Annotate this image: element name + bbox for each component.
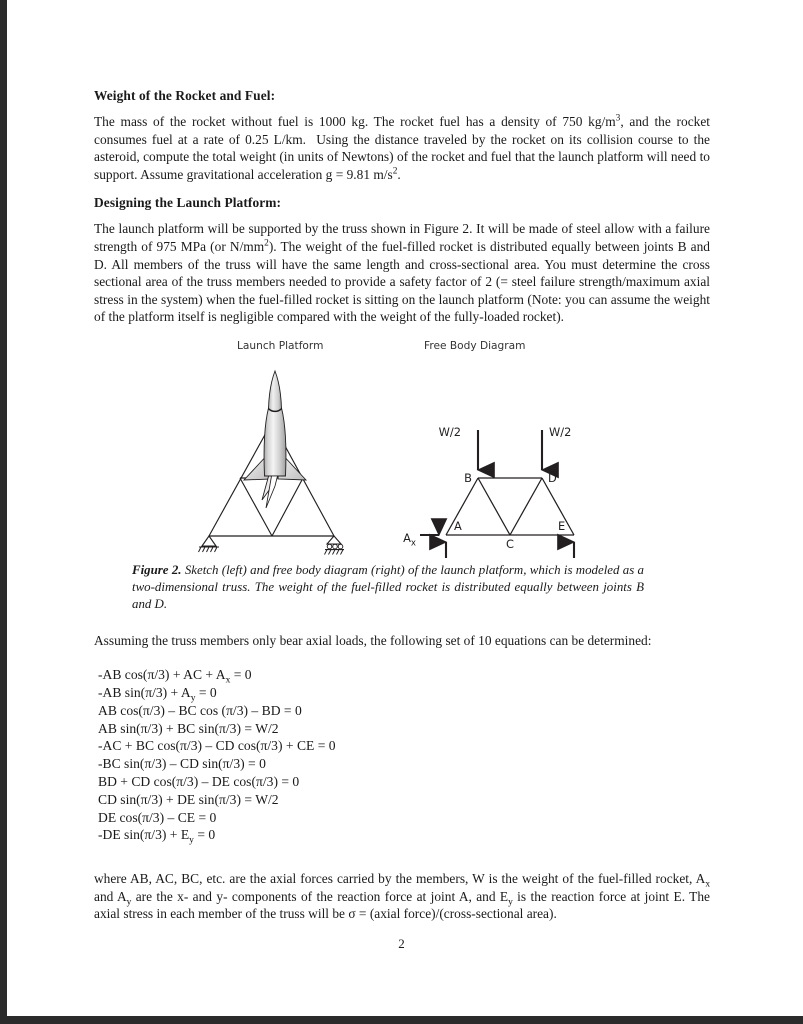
figure-canvas: [94, 360, 710, 558]
figure-caption: Figure 2. Sketch (left) and free body diagram (right) of the launch platform, which is modeled as a two-dimensional truss. The weight of the fuel-filled rocket is distributed equally between joints B and D.: [132, 562, 644, 612]
label-joint-e: E: [558, 518, 566, 533]
equations-intro: Assuming the truss members only bear axial loads, the following set of 10 equations can be determined:: [94, 632, 652, 648]
equation-line: -AB $\sin(\pi/3) + A_y = 0$: [98, 684, 217, 704]
label-load-left: W/2: [438, 424, 461, 439]
figure-titles: [94, 340, 710, 360]
section-heading-designing: Designing the Launch Platform:: [94, 195, 282, 211]
figure-2: [94, 340, 710, 614]
equations-list: [98, 666, 710, 847]
figure-svg: [94, 360, 710, 558]
equation-line: CD sin(π/3) + DE sin(π/3) = W/2: [98, 791, 279, 807]
equation-line: BD + CD cos(π/3) – DE cos(π/3) = 0: [98, 773, 300, 789]
section-heading-weight: Weight of the Rocket and Fuel:: [94, 88, 276, 103]
launch-platform-sketch: [199, 371, 345, 555]
label-joint-c: C: [506, 536, 514, 551]
figure-title-free-body-diagram: Free Body Diagram: [424, 339, 526, 352]
paragraph-closing: where AB, AC, BC, etc. are the axial forces carried by the members, W is the weight of the fuel-filled rocket, $A_x$ and $A_y$ are the x- and y- components of the reaction force at joint A, and $E_y$ is the reaction force at joint E. The axial stress in each member of the truss will be σ = (axial force)/(cross-sectional area).: [94, 871, 710, 922]
fbd-labels: [403, 425, 593, 558]
equation-line: DE cos(π/3) – CE = 0: [98, 809, 217, 825]
page-content: [94, 88, 710, 923]
fbd-members: [446, 478, 574, 535]
paragraph-designing: The launch platform will be supported by the truss shown in Figure 2. It will be made of steel allow with a failure strength of 975 MPa (or $N/mm^2$). The weight of the fuel-filled rocket is distributed equally between joints B and D. All members of the truss will have the same length and cross-sectional area. You must determine the cross sectional area of the truss members needed to provide a safety factor of 2 (= steel failure strength/maximum axial stress in the system) when the fuel-filled rocket is sitting on the launch platform (Note: you can assume the weight of the platform itself is negligible compared with the weight of the fully-loaded rocket).: [94, 221, 710, 325]
rocket-nose-cone: [269, 371, 282, 412]
support-roller-right: [325, 536, 345, 555]
page-number: 2: [398, 936, 405, 951]
label-joint-d: D: [548, 470, 557, 485]
paragraph-weight: The mass of the rocket without fuel is 1000 kg. The rocket fuel has a density of 750 $kg/m^3$, and the rocket consumes fuel at a rate of 0.25 L/km. Using the distance traveled by the rocket on its collision course to the asteroid, compute the total weight (in units of Newtons) of the rocket and fuel that the launch platform will need to support. Assume gravitational acceleration g = 9.81 $m/s^2$.: [94, 113, 710, 182]
equation-line: -BC sin(π/3) – CD sin(π/3) = 0: [98, 756, 266, 772]
rocket-body: [264, 408, 286, 476]
equation-line: -DE $\sin(\pi/3) + E_y = 0$: [98, 827, 216, 847]
label-reaction-ax: $A_x$: [403, 530, 416, 549]
equation-line: -AB cos(π/3) + AC + $A_x = 0$: [98, 667, 252, 686]
equation-line: AB sin(π/3) + BC sin(π/3) = W/2: [98, 720, 279, 736]
support-pin-left: [199, 536, 220, 552]
label-joint-a: A: [454, 518, 462, 533]
label-joint-b: B: [464, 470, 472, 485]
figure-title-launch-platform: Launch Platform: [237, 339, 324, 352]
equation-line: AB cos(π/3) – BC cos (π/3) – BD = 0: [98, 702, 302, 718]
label-load-right: W/2: [549, 424, 572, 439]
free-body-diagram: [403, 425, 593, 558]
equation-line: -AC + BC cos(π/3) – CD cos(π/3) + CE = 0: [98, 738, 336, 754]
